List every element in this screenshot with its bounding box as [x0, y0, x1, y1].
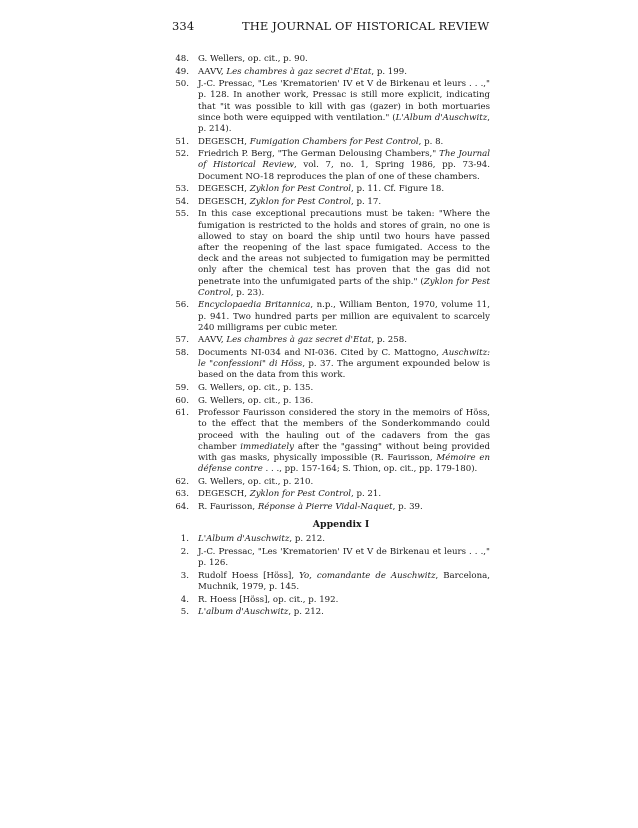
- endnote-number: 49.: [175, 66, 189, 77]
- endnote-item: [168, 300, 490, 334]
- appendix-note-item: [168, 547, 490, 569]
- italic-title: immediately: [240, 441, 294, 452]
- endnote-item: [168, 79, 490, 135]
- note-text-run: DEGESCH,: [198, 136, 250, 147]
- endnote-item: [168, 67, 490, 78]
- endnote-text: [198, 335, 490, 346]
- endnote-number: 51.: [175, 136, 189, 147]
- endnote-item: [168, 149, 490, 183]
- endnote-item: [168, 335, 490, 346]
- note-text-run: DEGESCH,: [198, 489, 250, 500]
- endnote-number: 58.: [175, 347, 189, 358]
- note-text-run: , p. 37. The argument expounded below is based on the data from this work.: [198, 359, 490, 381]
- note-text-run: , p. 199.: [371, 66, 407, 77]
- endnote-item: [168, 184, 490, 195]
- note-text-run: G. Wellers, op. cit., p. 135.: [198, 382, 314, 393]
- endnote-text: [198, 67, 490, 78]
- endnote-number: 61.: [175, 408, 189, 419]
- note-text-run: R. Hoess [Höss], op. cit., p. 192.: [198, 594, 339, 605]
- appendix-note-text: [198, 571, 490, 593]
- note-text-run: Documents NI-034 and NI-036. Cited by C. Mattogno,: [198, 347, 443, 358]
- italic-title: Les chambres à gaz secret d'Etat: [226, 66, 372, 77]
- italic-title: L'album d'Auschwitz: [198, 607, 289, 618]
- endnote-text: [198, 197, 490, 208]
- note-text-run: , pp. 157-164; S. Thion, op. cit., pp. 179-180).: [279, 464, 478, 475]
- appendix-note-number: 5.: [180, 607, 189, 618]
- note-text-run: G. Wellers, op. cit., p. 136.: [198, 395, 314, 406]
- endnotes: [168, 54, 490, 620]
- note-text-run: G. Wellers, op. cit., p. 90.: [198, 54, 308, 64]
- endnote-text: [198, 489, 490, 500]
- appendix-note-number: 2.: [180, 546, 189, 557]
- endnote-item: [168, 502, 490, 513]
- note-text-run: , p. 11. Cf. Figure 18.: [351, 184, 445, 195]
- note-text-run: , p. 23).: [230, 287, 265, 298]
- endnote-text: [198, 54, 490, 65]
- endnote-text: [198, 383, 490, 394]
- note-text-run: DEGESCH,: [198, 196, 250, 207]
- endnote-number: 64.: [175, 501, 189, 512]
- note-text-run: , p. 17.: [351, 196, 382, 207]
- endnote-number: 60.: [175, 395, 189, 406]
- note-text-run: , p. 258.: [371, 335, 407, 346]
- note-text-run: DEGESCH,: [198, 184, 250, 195]
- italic-title: Zyklon for Pest Control: [249, 184, 351, 195]
- note-text-run: , p. 21.: [351, 489, 382, 500]
- appendix-note-item: [168, 595, 490, 606]
- note-text-run: , p. 212.: [288, 607, 324, 618]
- endnote-text: [198, 396, 490, 407]
- endnote-text: [198, 209, 490, 299]
- endnote-item: [168, 54, 490, 65]
- note-text-run: G. Wellers, op. cit., p. 210.: [198, 476, 314, 487]
- endnote-number: 54.: [175, 196, 189, 207]
- endnote-text: [198, 79, 490, 135]
- note-text-run: Friedrich P. Berg, "The German Delousing Chambers,": [198, 149, 440, 160]
- endnote-item: [168, 348, 490, 382]
- endnote-item: [168, 197, 490, 208]
- appendix-note-text: [198, 595, 490, 606]
- appendix-note-number: 3.: [180, 570, 189, 581]
- appendix-note-number: 4.: [180, 594, 189, 605]
- italic-title: Mémoire en défense contre . . .: [198, 452, 490, 475]
- note-text-run: , p. 39.: [392, 501, 423, 512]
- endnote-text: [198, 408, 490, 475]
- endnote-item: [168, 396, 490, 407]
- endnote-number: 55.: [175, 209, 189, 220]
- italic-title: Encyclopaedia Britannica: [198, 300, 311, 311]
- note-text-run: R. Faurisson,: [198, 501, 258, 512]
- endnote-item: [168, 383, 490, 394]
- endnote-text: [198, 300, 490, 334]
- endnote-text: [198, 502, 490, 513]
- endnote-text: [198, 137, 490, 148]
- italic-title: The Journal of Historical Review: [198, 149, 490, 171]
- italic-title: Les chambres à gaz secret d'Etat: [226, 335, 372, 346]
- appendix-note-text: [198, 607, 490, 618]
- endnote-item: [168, 137, 490, 148]
- endnote-number: 57.: [175, 335, 189, 346]
- appendix-note-item: [168, 534, 490, 545]
- italic-title: Zyklon for Pest Control: [198, 276, 490, 298]
- appendix-note-text: [198, 547, 490, 569]
- endnote-number: 53.: [175, 184, 189, 195]
- page-number: 334: [172, 19, 195, 33]
- italic-title: Zyklon for Pest Control: [249, 196, 351, 207]
- note-text-run: after the "gassing" without being provided with gas masks, physically impossible (R. Faurisson,: [198, 441, 490, 463]
- appendix-note-item: [168, 571, 490, 593]
- note-text-run: J.-C. Pressac, "Les 'Krematorien' IV et V de Birkenau et leurs . . .," p. 128. In another work, Pressac is still more explicit, indicating that "it was possible to kill with gas (gazer) in both mortuaries since both were equipped with ventilation." (: [198, 79, 490, 123]
- note-text-run: , p. 214).: [198, 112, 490, 134]
- endnote-text: [198, 477, 490, 488]
- italic-title: L'Album d'Auschwitz: [395, 112, 488, 123]
- appendix-note-text: [198, 534, 490, 545]
- endnote-text: [198, 149, 490, 183]
- note-text-run: Professor Faurisson considered the story in the memoirs of Höss, to the effect that the members of the Sonderkommando could proceed with the hauling out of the cadavers from the gas chamber: [198, 408, 490, 452]
- appendix-notes-list: [168, 534, 490, 618]
- endnote-text: [198, 348, 490, 382]
- endnote-item: [168, 477, 490, 488]
- endnote-text: [198, 184, 490, 195]
- italic-title: Zyklon for Pest Control: [249, 489, 351, 500]
- endnotes-list: [168, 54, 490, 513]
- endnote-number: 48.: [175, 54, 189, 64]
- note-text-run: , Barcelona, Muchnik, 1979, p. 145.: [198, 570, 490, 592]
- italic-title: Auschwitz: le "confessioni" di Höss: [198, 347, 490, 370]
- endnote-number: 62.: [175, 476, 189, 487]
- note-text-run: J.-C. Pressac, "Les 'Krematorien' IV et V de Birkenau et leurs . . .," p. 126.: [198, 546, 490, 569]
- italic-title: Fumigation Chambers for Pest Control: [249, 136, 419, 147]
- endnote-number: 52.: [175, 149, 189, 160]
- endnote-number: 56.: [175, 300, 189, 311]
- endnote-item: [168, 408, 490, 475]
- note-text-run: , p. 212.: [289, 534, 325, 545]
- endnote-item: [168, 489, 490, 500]
- endnote-number: 63.: [175, 489, 189, 500]
- note-text-run: , vol. 7, no. 1, Spring 1986, pp. 73-94. Document NO-18 reproduces the plan of one of these chambers.: [198, 160, 490, 182]
- endnote-number: 59.: [175, 382, 189, 393]
- italic-title: L'Album d'Auschwitz: [198, 534, 290, 545]
- note-text-run: AAVV,: [198, 66, 227, 77]
- note-text-run: AAVV,: [198, 335, 227, 346]
- italic-title: Yo, comandante de Auschwitz: [299, 570, 436, 581]
- endnote-number: 50.: [175, 79, 189, 90]
- appendix-note-number: 1.: [180, 534, 189, 545]
- italic-title: Réponse à Pierre Vidal-Naquet: [257, 501, 393, 512]
- endnote-item: [168, 209, 490, 299]
- note-text-run: Rudolf Hoess [Höss],: [198, 570, 300, 581]
- appendix-heading: Appendix I: [312, 519, 370, 531]
- note-text-run: , n.p., William Benton, 1970, volume 11, p. 941. Two hundred parts per million are equivalent to scarcely 240 milligrams per cubic meter.: [198, 300, 491, 333]
- appendix-note-item: [168, 607, 490, 618]
- note-text-run: In this case exceptional precautions must be taken: "Where the fumigation is restricted to the holds and stores of grain, no one is allowed to stay on board the ship until two hours have passed after the reopening of the last space fumigated. Access to the deck and the areas not subjected to fumigation may be permitted only after the chemical test has proven that the gas did not penetrate into the unfumigated parts of the ship." (: [198, 209, 490, 287]
- journal-title: THE JOURNAL OF HISTORICAL REVIEW: [242, 19, 490, 33]
- note-text-run: , p. 8.: [418, 136, 444, 147]
